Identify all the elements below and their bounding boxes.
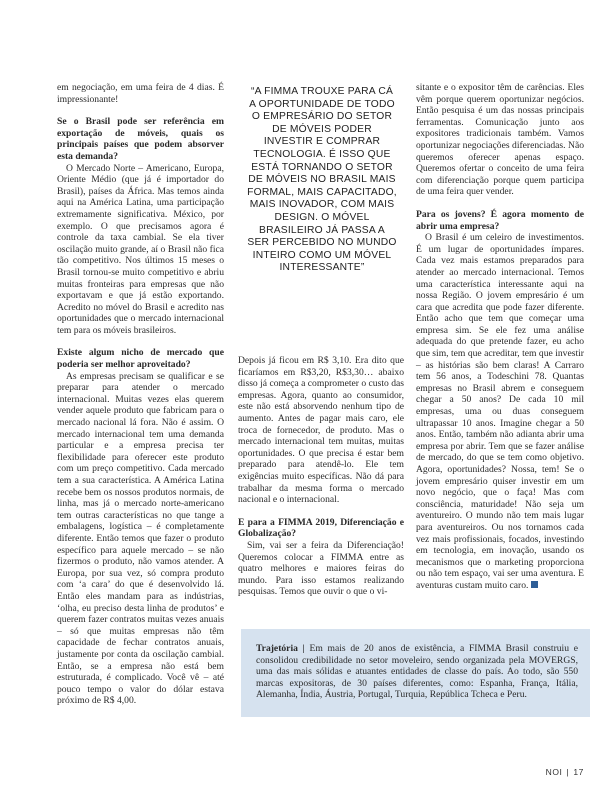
article-column-2 [238,355,404,598]
paragraph: Depois já ficou em R$ 3,10. Era dito que ficaríamos em R$3,20, R$3,30… abaixo disso já começa a comprometer o custo das empresas. Agora, quanto ao consumidor, este não está absorvendo nenhum tipo de aumento. Antes de pagar mais caro, ele troca de fornecedor, de produto. Mas o mercado internacional tem muitas, muitas oportunidades. O que precisa é estar bem preparado para atendê-lo. Ele tem exigências muito específicas. Não dá para trabalhar da mesma forma o mercado nacional e o internacional. [238,355,404,506]
paragraph: em negociação, em uma feira de 4 dias. É impressionante! [57,82,224,105]
interview-answer: As empresas precisam se qualificar e se preparar para atender o mercado internacional. Muitas vezes elas querem vender aquele produto que fabricam para o mercado nacional lá fora. Não é assim. O mercado internacional tem uma demanda particular e a empresa precisa ter flexibilidade para oferecer este produto com um preço competitivo. Cada mercado tem a sua característica. A América Latina recebe bem os nossos produtos normais, de linha, mas já o mercado norte-americano tem outras características no que tange a embalagens, logística – é completamente diferente. Então temos que fazer o produto específico para aquele mercado – se não fizermos o produto, não vamos atender. A Europa, por sua vez, só compra produto com ‘a cara’ do que é desenvolvido lá. Então eles mandam para as indústrias, ‘olha, eu preciso desta linha de produtos’ e querem fazer contratos muitas vezes anuais – só que muitas empresas não têm capacidade de fechar contratos anuais, justamente por conta da oscilação cambial. Então, se a empresa não está bem estruturada, é complicado. Você vê – até pouco tempo o valor do dólar estava próximo de R$ 4,00. [57,370,224,707]
interview-answer: O Mercado Norte – Americano, Europa, Oriente Médio (que já é importador do Brasil), países da África. Mas temos ainda aqui na América Latina, uma participação extremamente significativa. México, por exemplo. O que precisamos agora é controle da taxa cambial. Se ela tiver oscilação muito grande, aí o Brasil não fica tão competitivo. Nos últimos 15 meses o Brasil tornou-se muito competitivo e abriu muitas fronteiras para empresas que não exportavam e que já estão exportando. Acredito no móvel do Brasil e acredito nas oportunidades que o mercado internacional tem para os móveis brasileiros. [57,162,224,336]
interview-question: Se o Brasil pode ser referência em exportação de móveis, quais os principais países que podem absorver esta demanda? [57,116,224,162]
interview-answer [416,232,584,591]
article-column-3 [416,82,584,592]
interview-question: E para a FIMMA 2019, Diferenciação e Globalização? [238,516,404,540]
page-footer [546,767,584,777]
interview-question: Existe algum nicho de mercado que poderia ser melhor aproveitado? [57,347,224,371]
paragraph: sitante e o expositor têm de carências. Eles vêm porque querem oportunizar negócios. Então pesquisa é um das nossas principais ferramentas. Comunicação junto aos expositores tradicionais também. Vamos oportunizar negociações diferenciadas. Não queremos oferecer apenas espaço. Queremos ofertar o conceito de uma feira com diferenciação porque quem participa de uma feira quer vender. [416,82,584,198]
end-of-article-square-icon [531,581,538,588]
info-box-text: Em mais de 20 anos de existência, a FIMMA Brasil construiu e consolidou credibilidade no setor moveleiro, sendo organizada pela MOVERGS, uma das mais sólidas e atuantes entidades de classe do país. Ao todo, são 550 marcas expositoras, de 30 países diferentes, como: Espanha, França, Itália, Alemanha, Índia, Áustria, Portugal, Turquia, República Tcheca e Peru. [256,643,578,701]
interview-answer: Sim, vai ser a feira da Diferenciação! Queremos colocar a FIMMA entre as quatro melhores e maiores feiras do mundo. Para isso estamos realizando pesquisas. Temos que ouvir o que o vi- [238,539,404,598]
info-box [256,643,578,701]
interview-question: Para os jovens? É agora momento de abrir uma empresa? [416,208,584,232]
pull-quote: “A FIMMA TROUXE PARA CÁ A OPORTUNIDADE DE TODO O EMPRESÁRIO DO SETOR DE MÓVEIS PODER INVESTIR E COMPRAR TECNOLOGIA. É ISSO QUE ESTÁ TORNANDO O SETOR DE MÓVEIS NO BRASIL MAIS FORMAL, MAIS CAPACITADO, MAIS INOVADOR, COM MAIS DESIGN. O MÓVEL BRASILEIRO JÁ PASSA A SER PERCEBIDO NO MUNDO INTEIRO COMO UM MÓVEL INTERESSANTE” [247,86,397,274]
info-box-label: Trajetória | [256,643,305,654]
footer-separator: | [566,767,570,777]
magazine-name: NOI [545,767,563,777]
page-number: 17 [573,767,584,777]
answer-text: O Brasil é um celeiro de investimentos. É um lugar de oportunidades ímpares. Cada vez mais estamos preparados para atender ao mercado internacional. Temos uma característica interessante aqui na nossa Região. O jovem empresário é um cara que acredita que pode fazer diferente. Então acho que tem que começar uma empresa sim. Se ele fez uma análise adequada do que pretende fazer, eu acho que sim, tem que acreditar, tem que investir – as histórias são bem claras! A Carraro tem 56 anos, a Todeschini 78. Quantas empresas no Brasil abrem e conseguem chegar a 50 anos? De cada 10 mil empresas, uma ou duas conseguem ultrapassar 10 anos. Imagine chegar a 50 anos. Então, também não adianta abrir uma empresa por abrir. Tem que se fazer análise de mercado, do que se tem como objetivo. Agora, oportunidades? Nossa, tem! Se o jovem empresário quiser investir em um novo negócio, que o faça! Mas com consciência, maturidade! Não seja um aventureiro. O mundo não tem mais lugar para aventureiros. Ou nos tornamos cada vez mais profissionais, focados, investindo em tecnologia, em inovação, usando os mecanismos que o marketing proporciona ou não tem espaço, vai ser uma aventura. E aventuras custam muito caro. [416,232,584,591]
article-column-1 [57,82,224,707]
